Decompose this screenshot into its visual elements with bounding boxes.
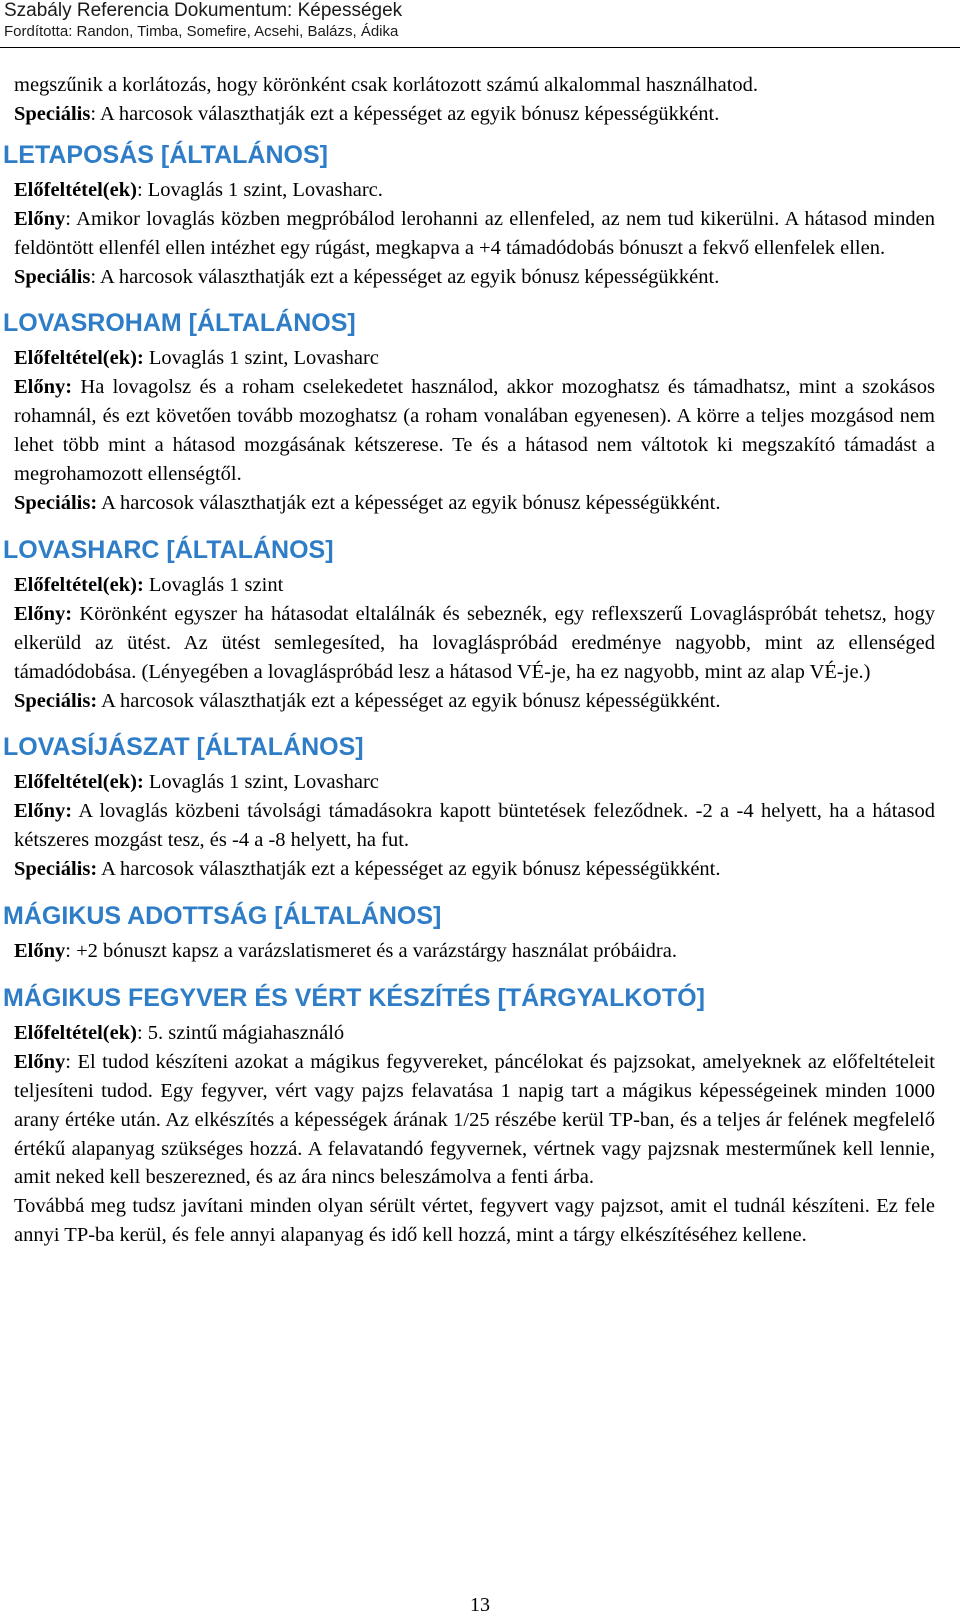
benefit-text: : El tudod készíteni azokat a mágikus fegyvereket, páncélokat és pajzsokat, amelyeknek az előfeltételeit teljesíteni tudod. Egy fegyver, vért vagy pajzs felavatása 1 napig tart a mágikus képességeinek minden 1000 arany értéke után. Az elkészítés a képességek árának 1/25 részébe kerül TP-ban, és a teljes ár felének megfelelő értékű alapanyag szükséges hozzá. A felavatandó fegyvernek, vértnek vagy pajzsnak mesterműnek kell lennie, amit neked kell beszerezned, és az ára nincs beleszámolva a fenti árba. — [14, 1050, 935, 1189]
benefit-label: Előny: — [14, 602, 73, 625]
page-header — [4, 0, 402, 41]
document-title: Szabály Referencia Dokumentum: Képességek — [4, 0, 403, 21]
prerequisite-text: Lovaglás 1 szint, Lovasharc — [143, 347, 379, 370]
special-paragraph — [0, 489, 960, 518]
document-body — [0, 71, 960, 1250]
page-number: 13 — [470, 1594, 490, 1616]
special-label: Speciális — [14, 102, 91, 125]
prerequisite-label: Előfeltétel(ek): — [14, 347, 144, 370]
feat-title-lovasijaszat: LOVASÍJÁSZAT [ÁLTALÁNOS] — [3, 733, 364, 762]
prerequisite-paragraph — [0, 1019, 960, 1048]
translators-line: Fordította: Randon, Timba, Somefire, Acsehi, Balázs, Ádika — [4, 23, 399, 40]
repair-paragraph: Továbbá meg tudsz javítani minden olyan sérült vértet, fegyvert vagy pajzsot, amit el tudnál készíteni. Ez fele annyi TP-ba kerül, és fele annyi alapanyag és idő kell hozzá, mint a tárgy elkészítéséhez kellene. — [14, 1195, 935, 1247]
benefit-label: Előny: — [14, 376, 73, 399]
prerequisite-text: Lovaglás 1 szint, Lovasharc — [143, 771, 379, 794]
prerequisite-label: Előfeltétel(ek): — [14, 573, 144, 596]
benefit-paragraph — [0, 205, 960, 263]
header-divider — [0, 47, 960, 48]
benefit-paragraph — [0, 797, 960, 855]
feat-title-lovasharc: LOVASHARC [ÁLTALÁNOS] — [3, 535, 334, 564]
special-text: A harcosok választhatják ezt a képességet az egyik bónusz képességükként. — [97, 858, 721, 881]
benefit-text: Ha lovagolsz és a roham cselekedetet használod, akkor mozoghatsz és támadhatsz, mint a szokásos rohamnál, és ezt követően tovább mozoghatsz (a roham vonalában egyenesen). A körre a teljes mozgásod nem lehet több mint a hátasod mozgásának kétszerese. Te és a hátasod nem váltotok ki megszakító támadást a megrohamozott ellenségtől. — [14, 376, 935, 486]
benefit-text: : +2 bónuszt kapsz a varázslatismeret és a varázstárgy használat próbáidra. — [65, 940, 677, 963]
prerequisite-label: Előfeltétel(ek) — [14, 178, 137, 201]
benefit-text: Körönként egyszer ha hátasodat eltalálnák és sebeznék, egy reflexszerű Lovagláspróbát tehetsz, hogy elkerüld az ütést. Az ütést semlegesíted, ha lovagláspróbád eredménye nagyobb, mint az ellenséged támadódobása. (Lényegében a lovagláspróbád lesz a hátasod VÉ-je, ha ez nagyobb, mint az alap VÉ-je.) — [14, 602, 935, 683]
prerequisite-text: Lovaglás 1 szint — [143, 573, 284, 596]
special-text: A harcosok választhatják ezt a képességet az egyik bónusz képességükként. — [97, 689, 721, 712]
benefit-paragraph — [0, 373, 960, 489]
continuation-line: megszűnik a korlátozás, hogy körönként csak korlátozott számú alkalommal használhatod. — [14, 74, 759, 96]
feat-title-magikus-adottsag: MÁGIKUS ADOTTSÁG [ÁLTALÁNOS] — [3, 902, 442, 931]
benefit-paragraph — [0, 1048, 960, 1193]
benefit-paragraph — [0, 937, 960, 966]
benefit-text: : Amikor lovaglás közben megpróbálod lerohanni az ellenfeled, az nem tud kikerülni. A hátasod minden feldöntött ellenfél ellen intézhet egy rúgást, megkapva a +4 támadódobás bónuszt a fekvő ellenfelek ellen. — [14, 207, 935, 259]
prerequisite-paragraph — [0, 571, 960, 600]
feat-title-letaposas: LETAPOSÁS [ÁLTALÁNOS] — [3, 140, 328, 169]
special-text: : A harcosok választhatják ezt a képességet az egyik bónusz képességükként. — [90, 102, 720, 125]
special-label: Speciális: — [14, 491, 98, 514]
benefit-paragraph — [0, 600, 960, 687]
prerequisite-paragraph — [0, 176, 960, 205]
benefit-label: Előny — [14, 207, 66, 230]
special-paragraph — [0, 263, 960, 292]
special-label: Speciális: — [14, 858, 98, 881]
benefit-label: Előny — [14, 1050, 66, 1073]
benefit-label: Előny: — [14, 800, 73, 823]
prerequisite-label: Előfeltétel(ek): — [14, 771, 144, 794]
special-paragraph — [0, 100, 960, 129]
special-paragraph — [0, 855, 960, 884]
special-label: Speciális: — [14, 689, 98, 712]
special-text: A harcosok választhatják ezt a képességet az egyik bónusz képességükként. — [97, 491, 721, 514]
prerequisite-label: Előfeltétel(ek) — [14, 1021, 137, 1044]
prerequisite-paragraph — [0, 768, 960, 797]
prerequisite-text: : 5. szintű mágiahasználó — [136, 1021, 345, 1044]
prerequisite-paragraph — [0, 344, 960, 373]
feat-title-lovasroham: LOVASROHAM [ÁLTALÁNOS] — [3, 309, 356, 338]
benefit-text: A lovaglás közbeni távolsági támadásokra kapott büntetések feleződnek. -2 a -4 helyett, ha a hátasod kétszeres mozgást tesz, és -4 a -8 helyett, ha fut. — [14, 800, 935, 852]
benefit-label: Előny — [14, 940, 66, 963]
special-label: Speciális — [14, 265, 91, 288]
special-paragraph — [0, 687, 960, 716]
special-text: : A harcosok választhatják ezt a képességet az egyik bónusz képességükként. — [90, 265, 720, 288]
feat-title-magikus-fegyver: MÁGIKUS FEGYVER ÉS VÉRT KÉSZÍTÉS [TÁRGYALKOTÓ] — [3, 983, 705, 1012]
prerequisite-text: : Lovaglás 1 szint, Lovasharc. — [136, 178, 383, 201]
